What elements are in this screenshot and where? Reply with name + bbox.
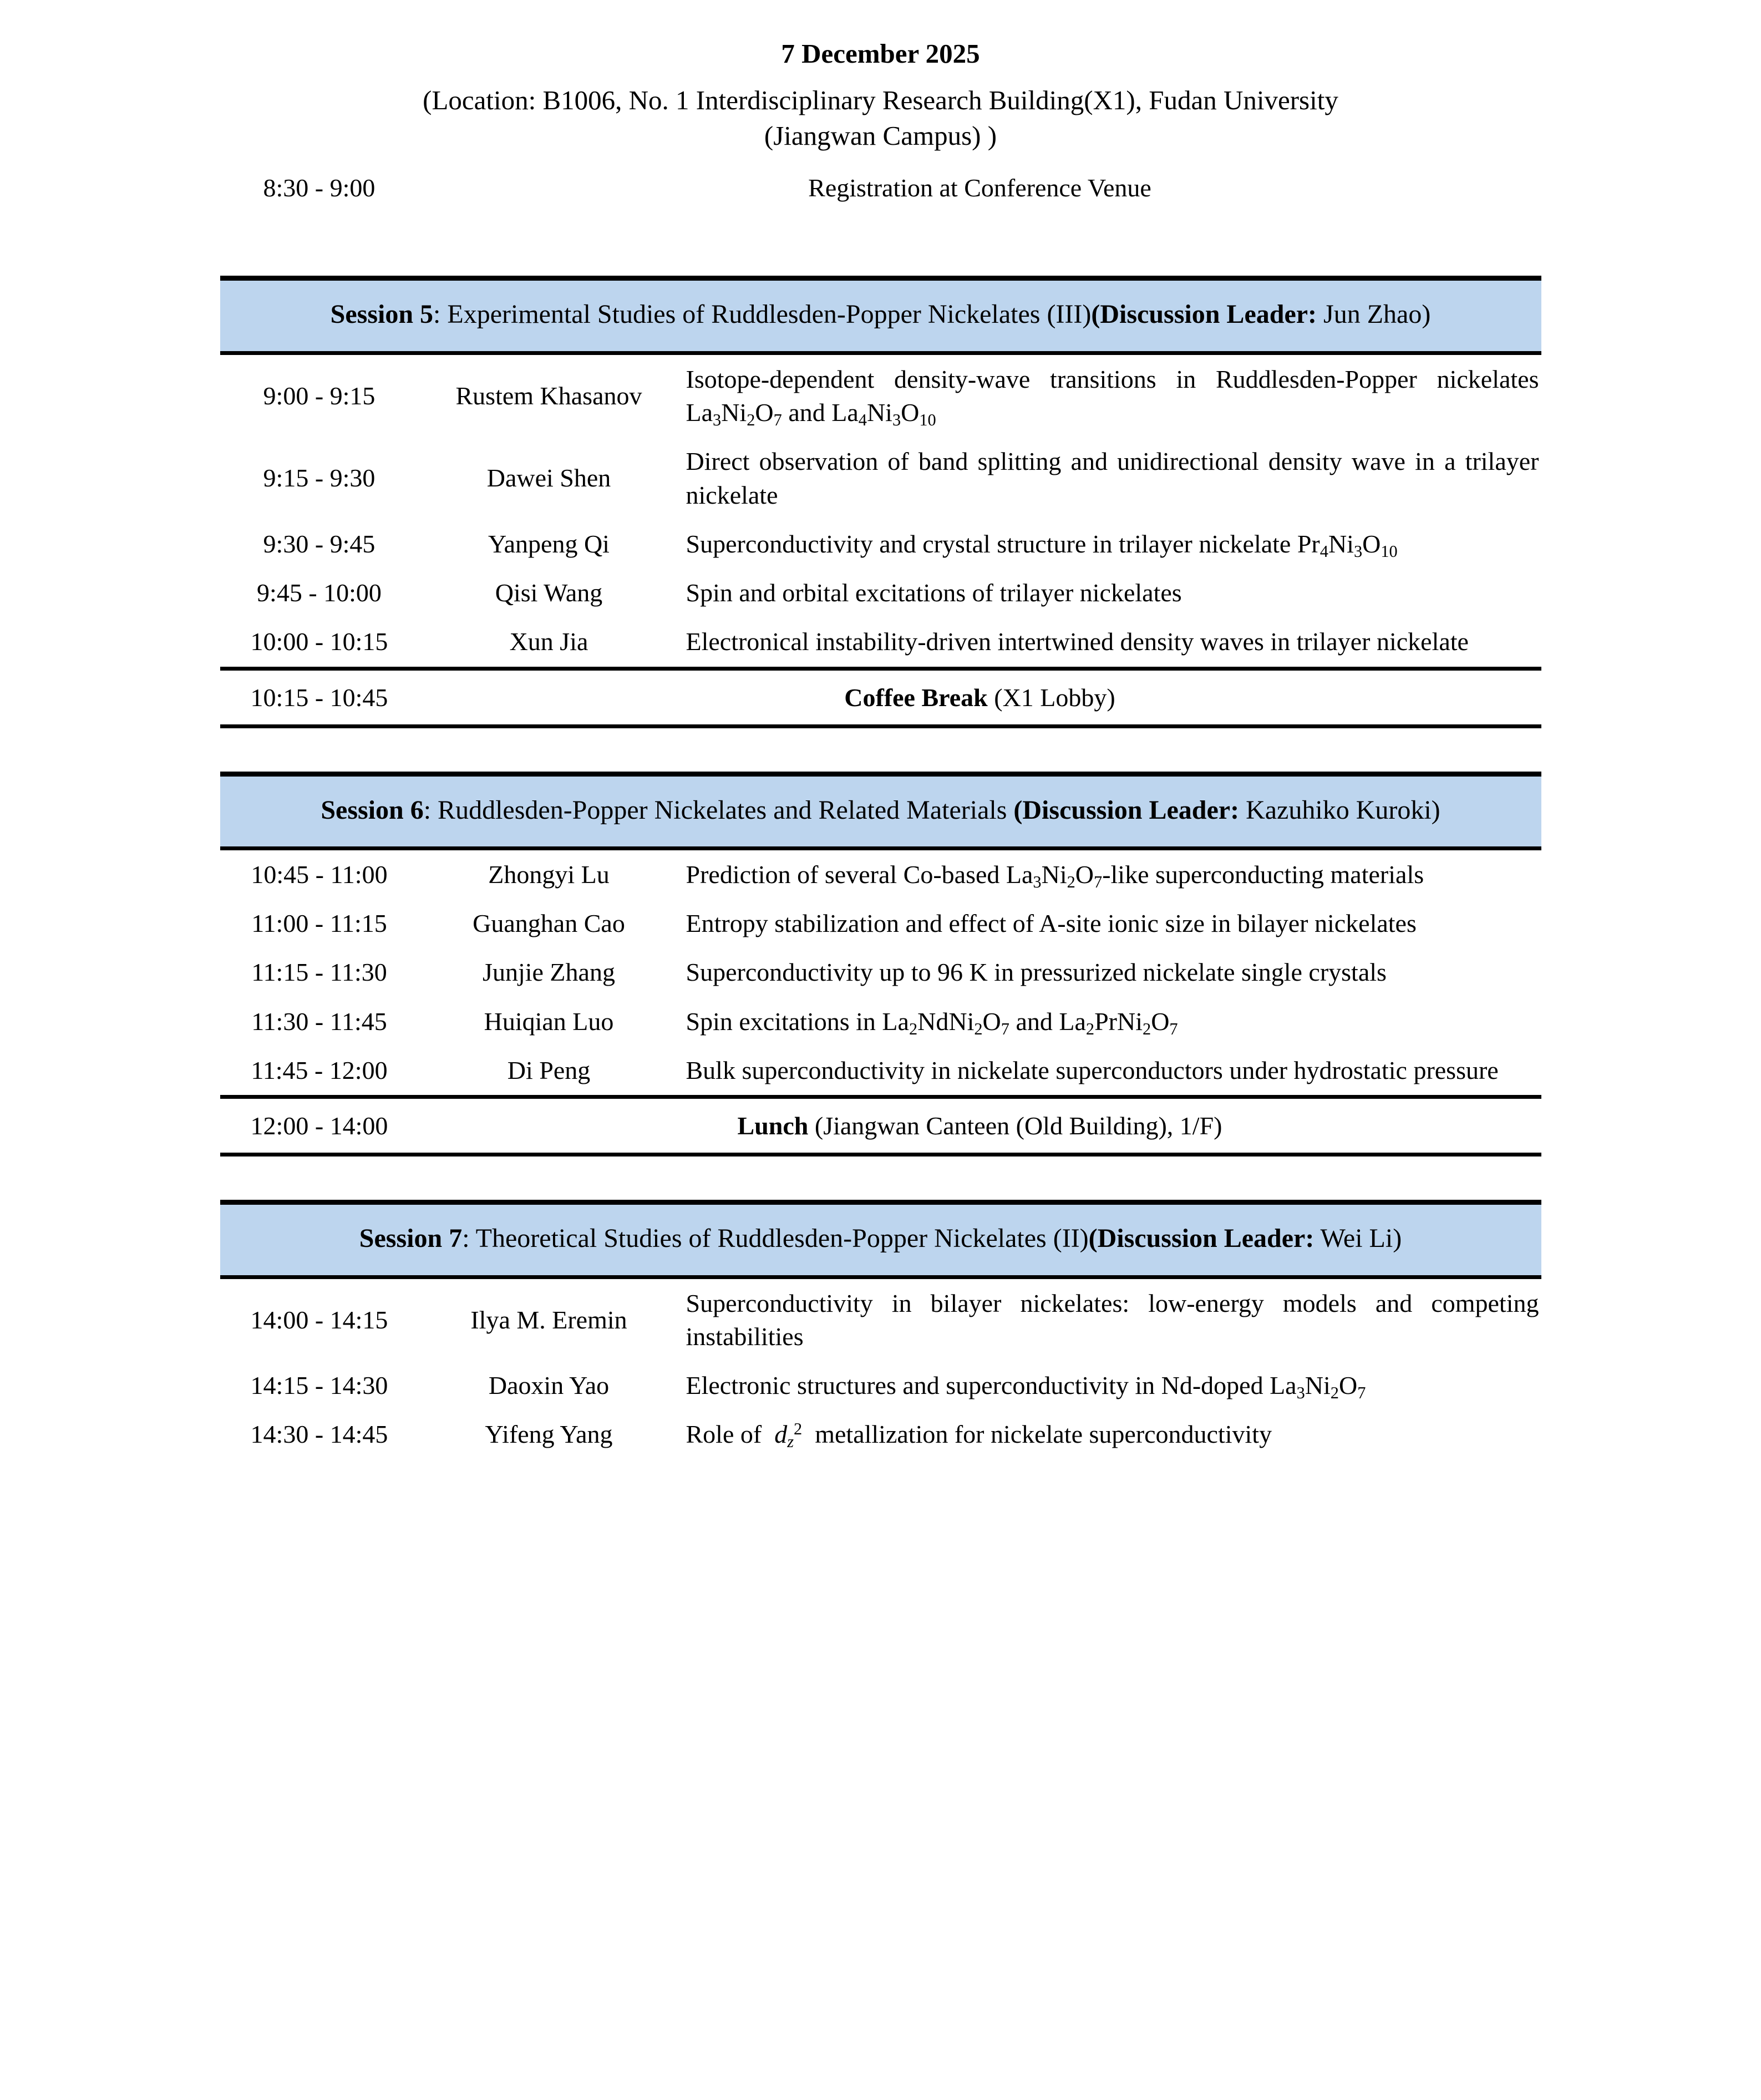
talk-speaker: Ilya M. Eremin <box>470 1305 627 1334</box>
break-label-bold: Lunch <box>737 1112 809 1140</box>
discussion-leader-label: (Discussion Leader: <box>1088 1224 1315 1254</box>
talk-title: Bulk superconductivity in nickelate superconductors under hydrostatic pressure <box>686 1056 1499 1084</box>
talk-speaker: Yanpeng Qi <box>488 529 610 558</box>
registration-row <box>220 153 1541 222</box>
break-label-location: (Jiangwan Canteen (Old Building), 1/F) <box>808 1112 1222 1140</box>
talk-title: Entropy stabilization and effect of A-site ionic size in bilayer nickelates <box>686 909 1417 938</box>
talk-row <box>220 997 1541 1046</box>
talk-title: Spin and orbital excitations of trilayer nickelates <box>686 579 1182 607</box>
talk-row <box>220 1410 1541 1459</box>
talk-time: 14:00 - 14:15 <box>250 1305 388 1334</box>
break-label-location: (X1 Lobby) <box>987 683 1115 712</box>
talk-speaker: Huiqian Luo <box>484 1007 614 1036</box>
talk-time: 11:00 - 11:15 <box>251 909 387 938</box>
talk-speaker: Xun Jia <box>509 627 588 656</box>
talk-speaker: Daoxin Yao <box>488 1371 610 1400</box>
document-header <box>0 0 1761 153</box>
spacer <box>0 222 1761 276</box>
talk-row <box>220 1361 1541 1410</box>
session-block-1 <box>220 276 1541 666</box>
sessions-container <box>0 276 1761 1459</box>
talk-speaker: Guanghan Cao <box>473 909 625 938</box>
session-talks-table <box>220 850 1541 1095</box>
registration-table <box>220 153 1541 222</box>
session-talks-table <box>220 355 1541 667</box>
break-label-bold: Coffee Break <box>844 683 988 712</box>
talk-time: 10:45 - 11:00 <box>251 860 388 889</box>
talk-speaker: Yifeng Yang <box>485 1420 613 1449</box>
location-line-1: (Location: B1006, No. 1 Interdisciplinary Research Building(X1), Fudan University <box>423 85 1338 115</box>
talk-speaker: Rustem Khasanov <box>455 381 642 410</box>
talk-title: Superconductivity and crystal structure in trilayer nickelate $Pr_4Ni_3O_{10}$ <box>686 529 1398 561</box>
talk-speaker: Zhongyi Lu <box>488 860 610 889</box>
conference-location <box>271 83 1491 153</box>
spacer <box>0 1156 1761 1200</box>
talk-title: Superconductivity up to 96 K in pressurized nickelate single crystals <box>686 958 1387 987</box>
break-label <box>419 1099 1541 1153</box>
session-header-2 <box>220 777 1541 850</box>
talk-title: Electronic structures and superconductivity in Nd-doped $La_3Ni_2O_7$ <box>686 1371 1366 1403</box>
registration-label: Registration at Conference Venue <box>808 174 1151 202</box>
talk-title: Spin excitations in $La_2NdNi_2O_7$ and $La_2PrNi_2O_7$ <box>686 1007 1178 1038</box>
location-line-2: (Jiangwan Campus) ) <box>764 120 997 151</box>
discussion-leader-label: (Discussion Leader: <box>1091 300 1317 329</box>
talk-title: Superconductivity in bilayer nickelates: low-energy models and competing instabilities <box>686 1289 1539 1351</box>
talk-time: 9:15 - 9:30 <box>263 464 375 493</box>
talk-time: 11:15 - 11:30 <box>251 958 387 987</box>
talk-time: 10:00 - 10:15 <box>250 627 388 656</box>
break-label <box>419 671 1541 724</box>
talk-row <box>220 899 1541 948</box>
talk-speaker: Dawei Shen <box>486 464 611 493</box>
session-title: : Theoretical Studies of Ruddlesden-Popper Nickelates (II) <box>462 1224 1089 1254</box>
session-title: : Experimental Studies of Ruddlesden-Popper Nickelates (III) <box>433 300 1092 329</box>
discussion-leader-label: (Discussion Leader: <box>1013 795 1240 825</box>
break-row <box>220 1095 1541 1156</box>
session-block-3 <box>220 1200 1541 1459</box>
discussion-leader-name: Wei Li) <box>1314 1224 1402 1254</box>
talk-speaker: Junjie Zhang <box>483 958 615 987</box>
session-talks-table <box>220 1279 1541 1459</box>
talk-row <box>220 850 1541 899</box>
session-label: Session 6 <box>321 795 424 825</box>
break-time: 12:00 - 14:00 <box>250 1112 388 1140</box>
talk-row <box>220 948 1541 997</box>
talk-time: 14:15 - 14:30 <box>250 1371 388 1400</box>
talk-row <box>220 617 1541 666</box>
session-header-3 <box>220 1205 1541 1279</box>
talk-time: 14:30 - 14:45 <box>250 1420 388 1449</box>
conference-date: 7 December 2025 <box>781 38 980 69</box>
talk-time: 9:45 - 10:00 <box>257 579 382 607</box>
talk-title: Direct observation of band splitting and unidirectional density wave in a trilayer nickelate <box>686 447 1539 509</box>
talk-title: Isotope-dependent density-wave transitions in Ruddlesden-Popper nickelates $La_3Ni_2O_7$ and $La_4Ni_3O_{10}$ <box>686 364 1539 430</box>
session-label: Session 5 <box>330 300 434 329</box>
talk-title: Prediction of several Co-based $La_3Ni_2O_7$-like superconducting materials <box>686 860 1424 892</box>
talk-title: Role of $d_z^2$ metallization for nickelate superconductivity <box>686 1419 1272 1452</box>
session-label: Session 7 <box>359 1224 463 1254</box>
talk-time: 11:45 - 12:00 <box>251 1056 388 1084</box>
spacer <box>0 728 1761 772</box>
registration-time: 8:30 - 9:00 <box>263 174 375 202</box>
talk-row <box>220 520 1541 569</box>
session-title: : Ruddlesden-Popper Nickelates and Related Materials <box>423 795 1014 825</box>
talk-time: 9:00 - 9:15 <box>263 381 375 410</box>
talk-time: 11:30 - 11:45 <box>251 1007 387 1036</box>
talk-time: 9:30 - 9:45 <box>263 529 375 558</box>
session-header-1 <box>220 281 1541 354</box>
discussion-leader-name: Jun Zhao) <box>1317 300 1431 329</box>
talk-speaker: Di Peng <box>507 1056 591 1084</box>
talk-row <box>220 437 1541 520</box>
talk-row <box>220 1279 1541 1362</box>
talk-title: Electronical instability-driven intertwined density waves in trilayer nickelate <box>686 627 1469 656</box>
session-block-2 <box>220 772 1541 1095</box>
talk-row <box>220 569 1541 617</box>
break-row <box>220 667 1541 728</box>
talk-row <box>220 1046 1541 1095</box>
discussion-leader-name: Kazuhiko Kuroki) <box>1239 795 1440 825</box>
talk-row <box>220 355 1541 438</box>
talk-speaker: Qisi Wang <box>495 579 603 607</box>
break-time: 10:15 - 10:45 <box>250 683 388 712</box>
